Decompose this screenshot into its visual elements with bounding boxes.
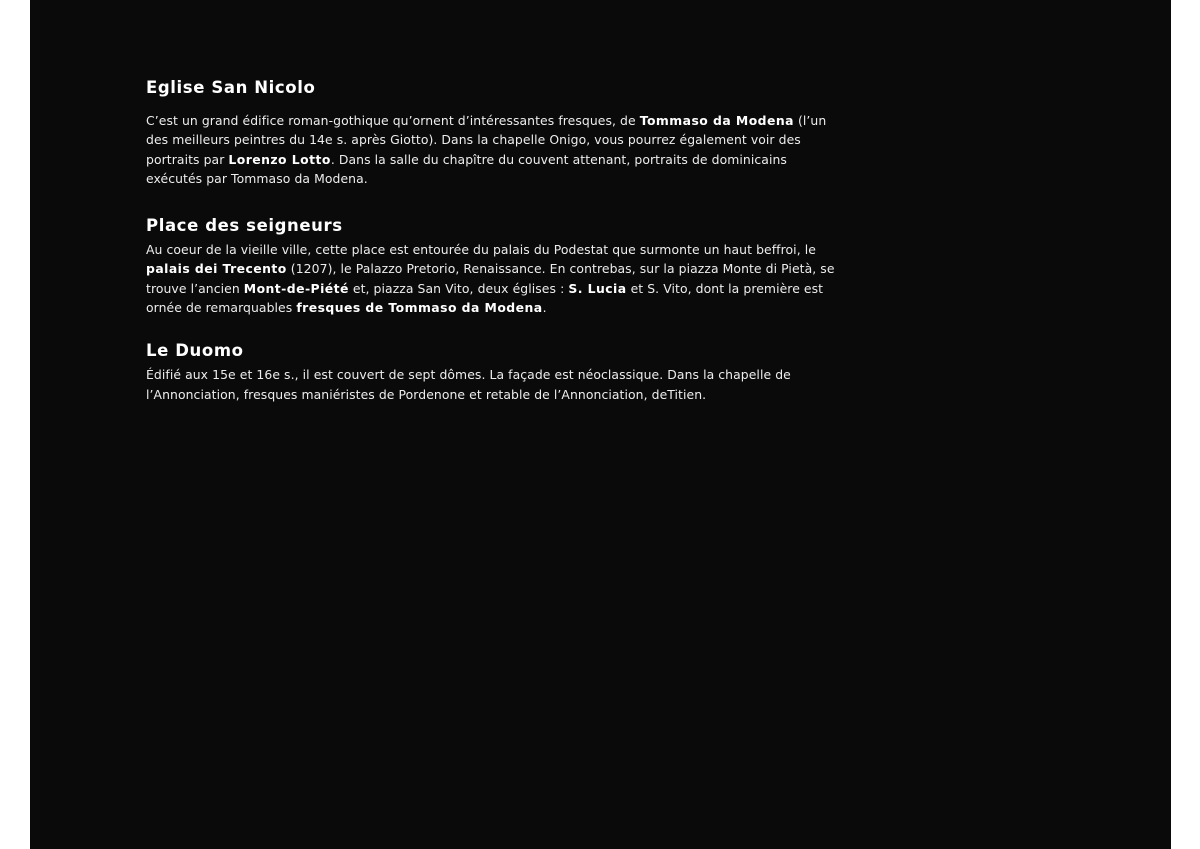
section-heading: Eglise San Nicolo (146, 78, 316, 97)
plain-text: et, piazza San Vito, deux églises : (348, 280, 569, 296)
section-paragraph (146, 365, 846, 404)
plain-text: (1207), le Palazzo Pretorio, Renaissance. En contrebas, sur la piazza Monte di Pietà, se trouve l’ancien (146, 261, 835, 296)
section-paragraph (146, 240, 846, 317)
plain-text: C’est un grand édifice roman-gothique qu’ornent d’intéressantes fresques, de (146, 113, 640, 128)
section-paragraph (146, 111, 846, 188)
emphasis-text: Tommaso da Modena (639, 113, 794, 128)
section-eglise-san-nicolo (146, 78, 846, 188)
section-heading: Le Duomo (146, 341, 244, 361)
plain-text: . (542, 300, 547, 316)
document-content (146, 78, 846, 428)
plain-text: et S. Vito, dont la première est ornée de remarquables (146, 280, 824, 316)
plain-text: (l’un des meilleurs peintres du 14e s. après Giotto). Dans la chapelle Onigo, vous pourrez également voir des portraits par (146, 113, 827, 167)
emphasis-text: Lorenzo Lotto (228, 151, 331, 167)
plain-text: Au coeur de la vieille ville, cette place est entourée du palais du Podestat que surmonte un haut beffroi, le (146, 242, 816, 258)
emphasis-text: S. Lucia (568, 280, 627, 296)
emphasis-text: Mont-de-Piété (243, 280, 349, 296)
plain-text: . Dans la salle du chapître du couvent attenant, portraits de dominicains exécutés par Tommaso da Modena. (146, 151, 787, 186)
emphasis-text: palais dei Trecento (146, 261, 287, 277)
document-page (30, 0, 1171, 849)
section-heading: Place des seigneurs (146, 216, 343, 236)
section-place-des-seigneurs (146, 216, 846, 317)
section-le-duomo (146, 341, 846, 404)
plain-text: Édifié aux 15e et 16e s., il est couvert de sept dômes. La façade est néoclassique. Dans la chapelle de l’Annonciation, fresques maniéristes de Pordenone et retable de l’Annonciation, deTitien. (146, 367, 791, 402)
emphasis-text: fresques de Tommaso da Modena (296, 300, 543, 316)
